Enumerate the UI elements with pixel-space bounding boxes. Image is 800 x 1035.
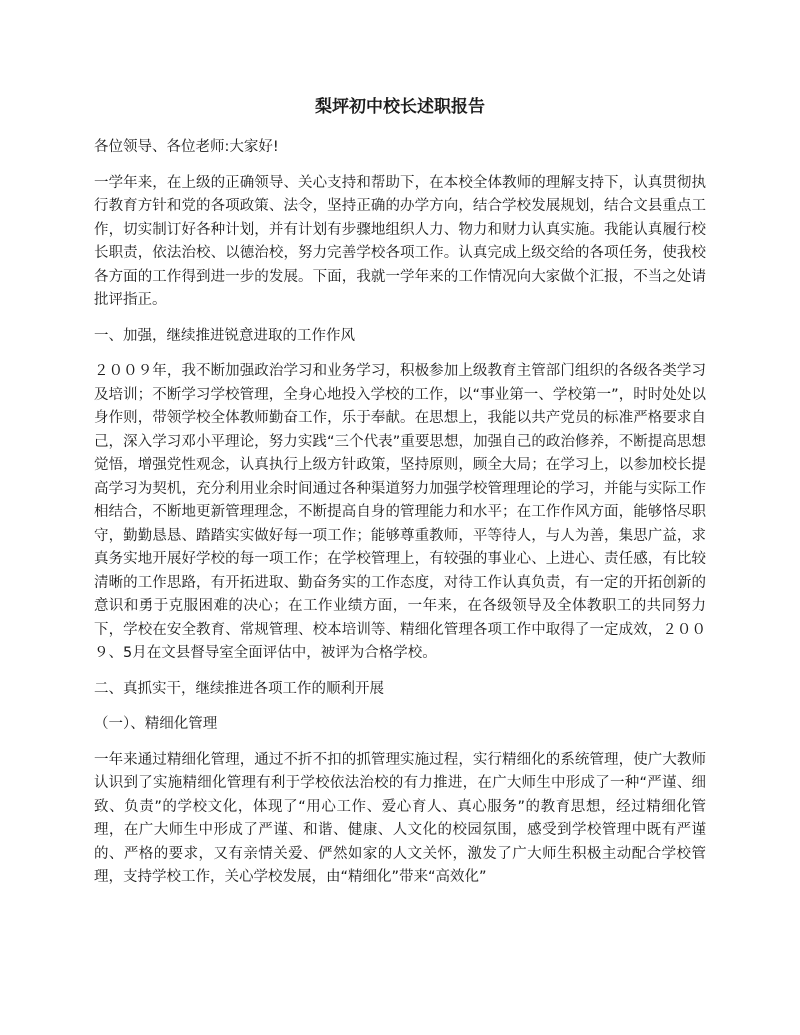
document-page	[94, 94, 706, 1024]
section-2-subheading-1: （一）、精细化管理	[94, 716, 218, 732]
section-1-paragraph: ２００９年，我不断加强政治学习和业务学习，积极参加上级教育主管部门组织的各级各类学习及培训；不断学习学校管理，全身心地投入学校的工作，以“事业第一、学校第一”，时时处处以身作则，带领学校全体教师勤奋工作，乐于奉献。在思想上，我能以共产党员的标准严格要求自己，深入学习邓小平理论，努力实践“三个代表”重要思想，加强自己的政治修养，不断提高思想觉悟，增强党性观念，认真执行上级方针政策，坚持原则，顾全大局；在学习上，以参加校长提高学习为契机，充分利用业余时间通过各种渠道努力加强学校管理理论的学习，并能与实际工作相结合，不断地更新管理理念，不断提高自身的管理能力和水平；在工作作风方面，能够恪尽职守，勤勤恳恳、踏踏实实做好每一项工作；能够尊重教师，平等待人，与人为善，集思广益，求真务实地开展好学校的每一项工作；在学校管理上，有较强的事业心、上进心、责任感，有比较清晰的工作思路，有开拓进取、勤奋务实的工作态度，对待工作认真负责，有一定的开拓创新的意识和勇于克服困难的决心；在工作业绩方面，一年来，在各级领导及全体教职工的共同努力下，学校在安全教育、常规管理、校本培训等、精细化管理各项工作中取得了一定成效，２００９、5月在文县督导室全面评估中，被评为合格学校。	[94, 363, 706, 661]
section-2-sub-1-paragraph: 一年来通过精细化管理，通过不折不扣的抓管理实施过程，实行精细化的系统管理，使广大教师认识到了实施精细化管理有利于学校依法治校的有力推进，在广大师生中形成了一种“严谨、细致、负责”的学校文化，体现了“用心工作、爱心育人、真心服务”的教育思想，经过精细化管理，在广大师生中形成了严谨、和谐、健康、人文化的校园氛围，感受到学校管理中既有严谨的、严格的要求，又有亲情关爱、俨然如家的人文关怀，激发了广大师生积极主动配合学校管理，支持学校工作，关心学校发展，由“精细化”带来“高效化”	[94, 751, 706, 885]
intro-paragraph: 一学年来，在上级的正确领导、关心支持和帮助下，在本校全体教师的理解支持下，认真贯彻执行教育方针和党的各项政策、法令，坚持正确的办学方向，结合学校发展规划，结合文县重点工作，切实制订好各种计划，并有计划有步骤地组织人力、物力和财力认真实施。我能认真履行校长职责，依法治校、以德治校，努力完善学校各项工作。认真完成上级交给的各项任务，使我校各方面的工作得到进一步的发展。下面，我就一学年来的工作情况向大家做个汇报，不当之处请批评指正。	[94, 174, 706, 308]
section-1-heading: 一、加强，继续推进锐意进取的工作作风	[94, 327, 355, 344]
greeting-paragraph: 各位领导、各位老师:大家好!	[94, 139, 279, 155]
section-2-heading: 二、真抓实干，继续推进各项工作的顺利开展	[94, 680, 384, 697]
document-title: 梨坪初中校长述职报告	[315, 97, 485, 117]
